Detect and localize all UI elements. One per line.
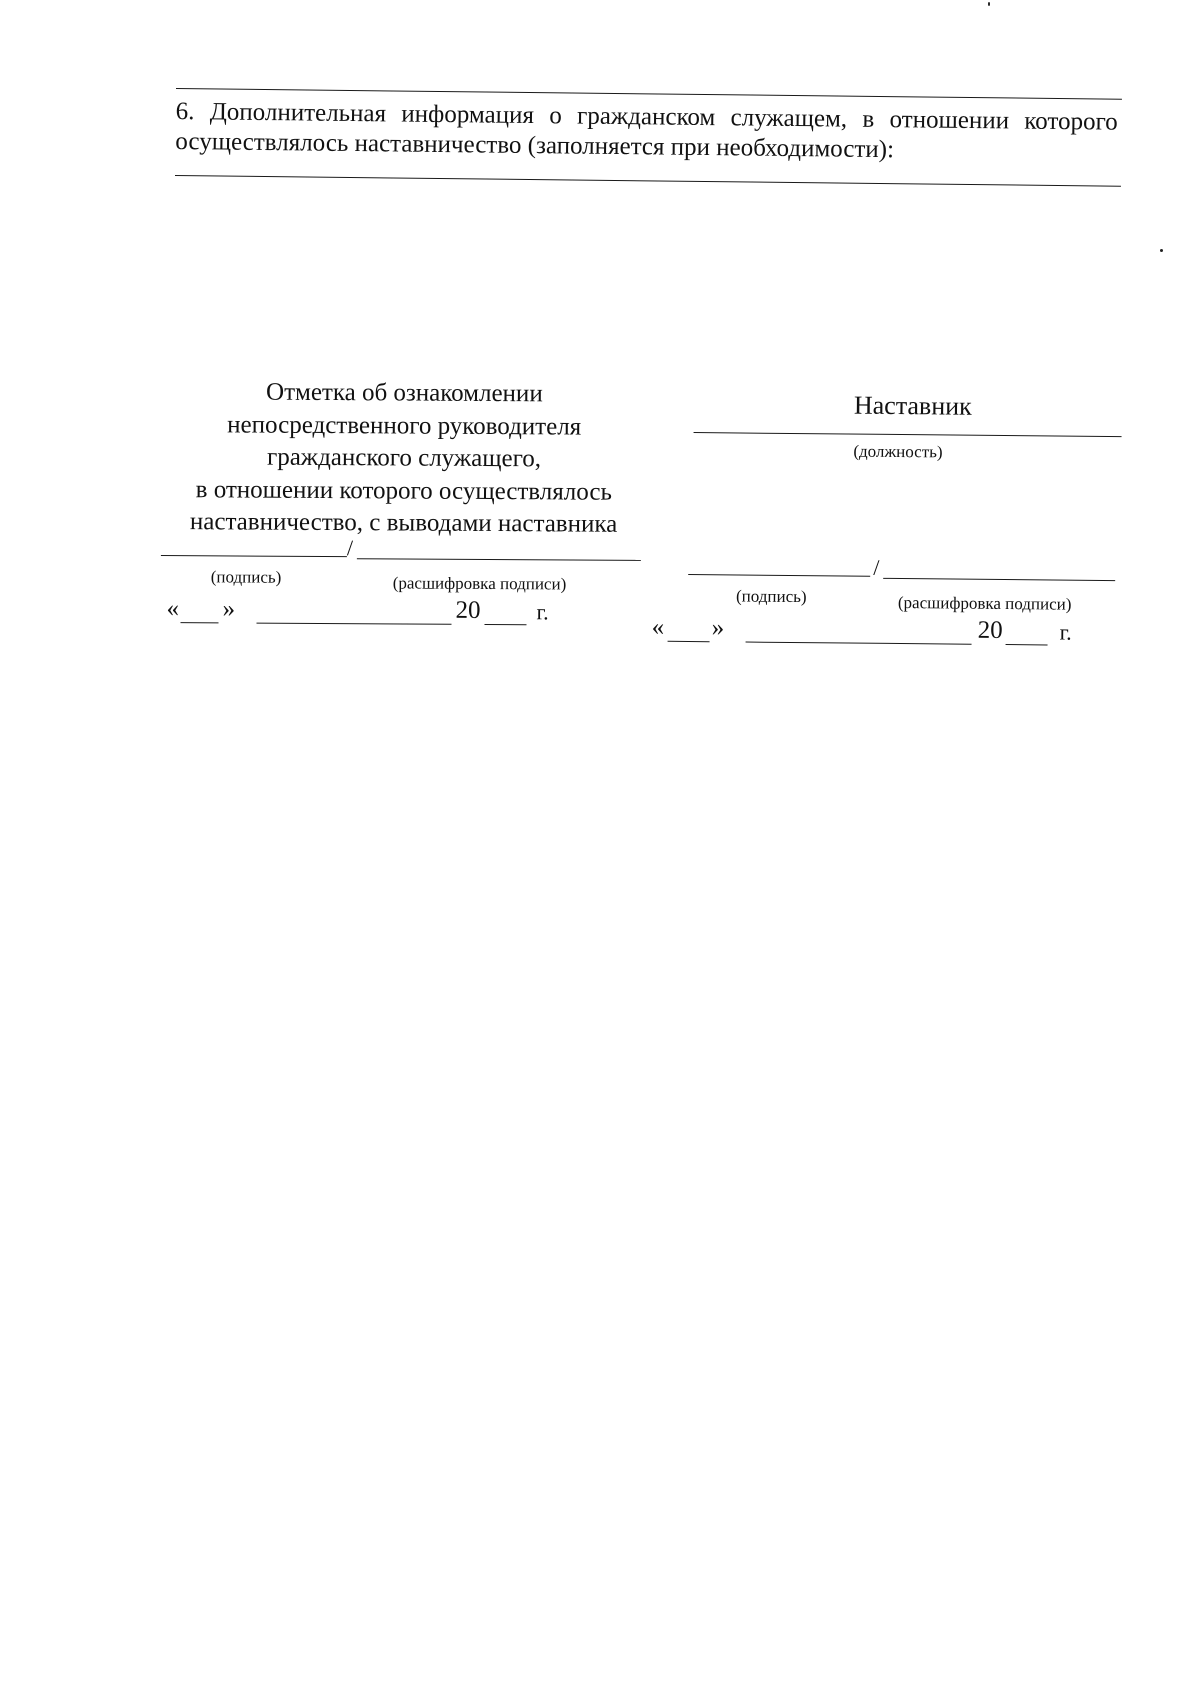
manager-signature-decoding-line[interactable] [357, 558, 641, 561]
date-year-line[interactable] [484, 623, 526, 624]
date-open-quote: « [651, 613, 665, 641]
heading-line: Отметка об ознакомлении [265, 378, 543, 408]
date-day-line[interactable] [668, 641, 710, 642]
year-suffix: г. [1059, 619, 1072, 645]
mentor-block [651, 388, 1130, 658]
mentor-signature-line[interactable] [688, 574, 870, 577]
date-close-quote: » [711, 614, 725, 642]
year-prefix: 20 [455, 596, 481, 624]
position-caption: (должность) [853, 441, 943, 462]
signature-decoding-caption: (расшифровка подписи) [392, 572, 567, 593]
heading-line: в отношении которого осуществлялось [195, 475, 612, 506]
signature-decoding-caption: (расшифровка подписи) [897, 593, 1072, 614]
heading-line: гражданского служащего, [266, 443, 542, 473]
date-open-quote: « [166, 594, 180, 622]
year-prefix: 20 [977, 616, 1003, 645]
manager-acknowledgement-block [160, 376, 647, 637]
year-suffix: г. [536, 598, 549, 624]
mentor-date-row [651, 613, 1127, 658]
date-month-line[interactable] [746, 642, 972, 645]
manager-acknowledgement-heading [161, 376, 647, 541]
heading-line: наставничество, с выводами наставника [189, 508, 618, 538]
signature-caption: (подпись) [735, 586, 807, 607]
mentor-title: Наставник [853, 390, 972, 421]
manager-date-row [160, 594, 645, 637]
date-close-quote: » [222, 594, 236, 622]
section-6-additional-info [175, 88, 1200, 188]
date-month-line[interactable] [256, 622, 451, 624]
signature-slash: / [873, 554, 880, 580]
heading-line: непосредственного руководителя [227, 410, 582, 441]
mentor-position-line[interactable] [694, 432, 1122, 437]
mentor-position-field [689, 420, 1130, 502]
signature-caption: (подпись) [210, 566, 282, 587]
date-day-line[interactable] [180, 622, 218, 623]
scan-speck [988, 2, 990, 6]
date-year-line[interactable] [1006, 644, 1048, 645]
signature-slash: / [346, 534, 354, 560]
mentor-signature-captions [688, 588, 1128, 622]
fill-in-line[interactable] [175, 175, 1121, 187]
mentor-signature-decoding-line[interactable] [883, 578, 1115, 581]
manager-signature-line[interactable] [161, 554, 347, 556]
scan-speck [1160, 249, 1163, 252]
section-6-text: 6. Дополнительная информация о гражданском служащем, в отношении которого осуществлялось наставничество (заполняется при необходимости): [175, 97, 1118, 164]
